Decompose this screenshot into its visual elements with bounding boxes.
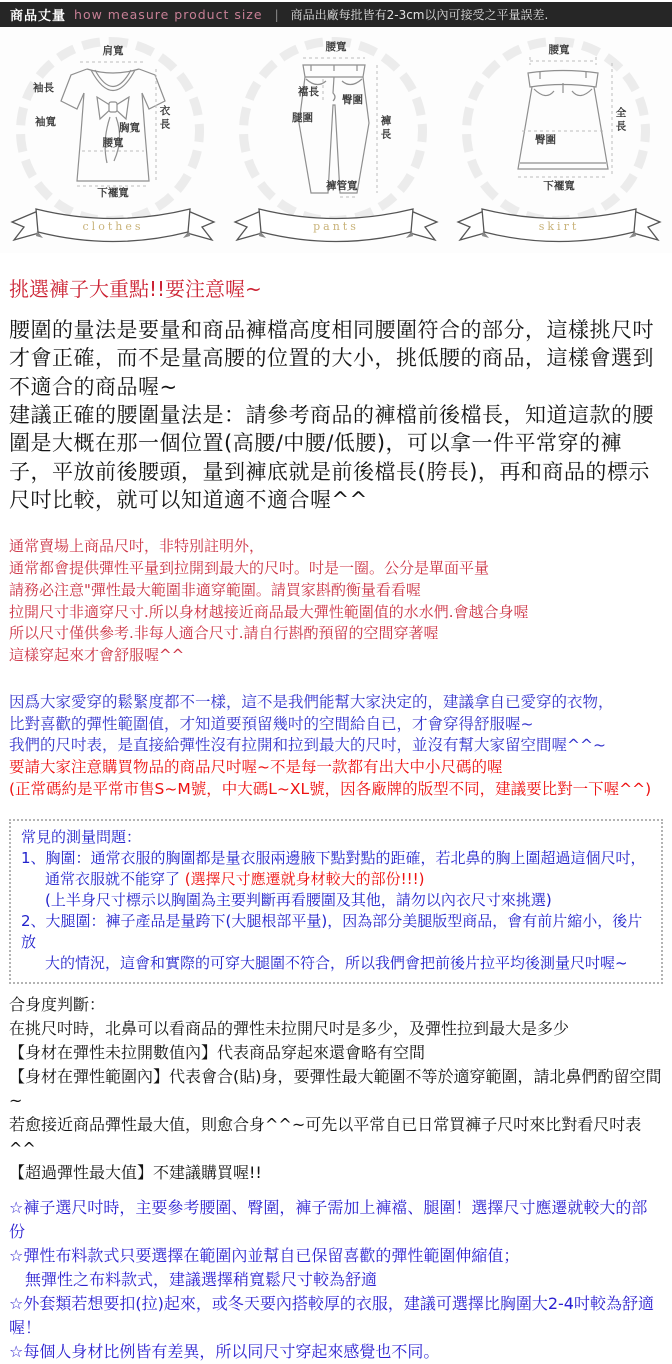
pants-tips-paragraph-1: 腰圍的量法是要量和商品褲檔高度相同腰圍符合的部分，這樣挑尺吋才會正確，而不是量高腰的位置的大小，挑低腰的商品，這樣會選到不適合的商品喔~ bbox=[9, 318, 654, 399]
size-range-warning-line: 要請大家注意購買物品的商品尺吋喔~不是每一款都有出大中小尺碼的喔 bbox=[9, 757, 503, 776]
faq-line: 1、胸圍：通常衣服的胸圍都是量衣服兩邊腋下點對點的距確，若北鼻的胸上圍超過這個尺吋， bbox=[21, 849, 646, 868]
pants-waist-width-label: 腰寬 bbox=[325, 41, 347, 53]
diagram-clothes bbox=[3, 35, 223, 253]
star-tip-line: ☆每個人身材比例皆有差異，所以同尺寸穿起來感覺也不同。 bbox=[9, 1342, 440, 1362]
clothes-sleeve-width-label: 袖寬 bbox=[35, 116, 56, 128]
pants-leg-opening-label: 褲管寬 bbox=[326, 180, 358, 192]
skirt-waist-width-label: 腰寬 bbox=[548, 44, 570, 56]
pants-hip-label: 臀圍 bbox=[342, 94, 363, 106]
header-divider: | bbox=[274, 7, 279, 22]
pants-banner bbox=[229, 201, 443, 251]
star-tips-section bbox=[9, 1196, 663, 1364]
clothes-shoulder-width-label: 肩寬 bbox=[102, 45, 124, 57]
header-title: 商品丈量 bbox=[10, 9, 67, 24]
faq-line: (上半身尺寸標示以胸圍為主要判斷再看腰圍及其他，請勿以內衣尺寸來挑選) bbox=[45, 891, 552, 910]
skirt-banner bbox=[452, 201, 666, 251]
fit-judgement-line: 在挑尺吋時，北鼻可以看商品的彈性未拉開尺吋是多少，及彈性拉到最大是多少 bbox=[9, 1019, 570, 1039]
elastic-note-line: 拉開尺寸非適穿尺寸.所以身材越接近商品最大彈性範圍值的水水們.會越合身喔 bbox=[9, 602, 529, 621]
clothes-sleeve-length-label: 袖長 bbox=[33, 82, 54, 94]
star-tip-line: ☆外套類若想要扣(拉)起來，或冬天要內搭較厚的衣服，建議可選擇比胸圍大2-4吋較為舒適喔！ bbox=[9, 1294, 654, 1338]
elastic-notes-section bbox=[9, 536, 663, 667]
fit-judgement-line: 若愈接近商品彈性最大值，則愈合身^^~可先以平常自已日常買褲子尺吋來比對看尺吋表^^ bbox=[9, 1115, 642, 1159]
elastic-note-line: 這樣穿起來才會舒服喔^^ bbox=[9, 646, 185, 665]
fit-judgement-title: 合身度判斷： bbox=[9, 995, 106, 1015]
size-range-warning-line: (正常碼約是平常市售S~M號，中大碼L~XL號，因各廠牌的版型不同，建議要比對一下喔^^) bbox=[9, 779, 652, 798]
space-note-line: 我們的尺吋表，是直接給彈性沒有拉開和拉到最大的尺吋，並沒有幫大家留空間喔^^~ bbox=[9, 736, 606, 755]
elastic-note-line: 通常賣場上商品尺吋，非特別註明外， bbox=[9, 537, 265, 556]
space-notes-section bbox=[9, 692, 663, 800]
diagram-pants bbox=[226, 35, 446, 253]
diagram-skirt bbox=[449, 35, 669, 253]
clothes-banner-text: clothes bbox=[82, 220, 144, 233]
faq-title: 常見的測量問題： bbox=[21, 828, 142, 847]
pants-tips-heading: 挑選褲子大重點!!要注意喔~ bbox=[9, 277, 262, 301]
clothes-banner bbox=[6, 201, 220, 251]
elastic-note-line: 請務必注意"彈性最大範圍非適穿範圍。請買家斟酌衡量看看喔 bbox=[9, 580, 421, 599]
star-tip-line: ☆褲子選尺吋時，主要參考腰圍、臀圍，褲子需加上褲襠、腿圍！選擇尺寸應遷就較大的部份 bbox=[9, 1198, 648, 1242]
elastic-note-line: 通常都會提供彈性平量到拉開到最大的尺吋。吋是一圈。公分是單面平量 bbox=[9, 559, 490, 578]
guide-content bbox=[0, 273, 672, 1364]
pants-crotch-length-label: 襠長 bbox=[298, 86, 319, 98]
header-subtitle: how measure product size bbox=[74, 7, 263, 22]
clothes-chest-width-label: 胸寬 bbox=[119, 122, 140, 134]
space-note-line: 比對喜歡的彈性範圍值，才知道要預留幾吋的空間給自已，才會穿得舒服喔~ bbox=[9, 714, 534, 733]
star-tip-line: 無彈性之布料款式，建議選擇稍寬鬆尺寸較為舒適 bbox=[9, 1270, 378, 1290]
faq-line: 通常衣服就不能穿了 (選擇尺寸應遷就身材較大的部份!!!) bbox=[45, 870, 425, 889]
pants-thigh-label: 腿圍 bbox=[292, 112, 313, 124]
star-tip-line: ☆彈性布料款式只要選擇在範圍內並幫自已保留喜歡的彈性範圍伸縮值； bbox=[9, 1246, 520, 1266]
clothes-waist-width-label: 腰寬 bbox=[102, 137, 124, 149]
faq-line: 大的情況，這會和實際的可穿大腿圍不符合，所以我們會把前後片拉平均後測量尺吋喔~ bbox=[45, 954, 628, 973]
pants-banner-text: pants bbox=[313, 220, 359, 233]
fit-judgement-section bbox=[9, 993, 663, 1185]
pants-line-art-icon bbox=[229, 35, 443, 199]
pants-length-label: 褲長 bbox=[379, 115, 392, 142]
skirt-line-art-icon bbox=[452, 35, 666, 199]
fit-judgement-line: 【身材在彈性未拉開數值內】代表商品穿起來還會略有空間 bbox=[9, 1043, 426, 1063]
skirt-banner-text: skirt bbox=[538, 220, 580, 233]
measure-diagrams bbox=[0, 27, 672, 253]
space-note-line: 因爲大家愛穿的鬆緊度都不一樣，這不是我們能幫大家決定的，建議拿自已愛穿的衣物， bbox=[9, 692, 614, 711]
skirt-hem-width-label: 下襬寬 bbox=[543, 180, 575, 192]
header-bar bbox=[0, 2, 672, 27]
header-tolerance-note: 商品出廠每批皆有2-3cm以內可接受之平量誤差. bbox=[290, 8, 549, 22]
size-guide-page bbox=[0, 2, 672, 1364]
clothes-hem-width-label: 下襬寬 bbox=[97, 187, 129, 199]
fit-judgement-line: 【身材在彈性範圍內】代表會合(貼)身，要彈性最大範圍不等於適穿範圍，請北鼻們酌留空間~ bbox=[9, 1067, 662, 1111]
skirt-hip-label: 臀圍 bbox=[535, 134, 556, 146]
clothes-garment-length-label: 衣長 bbox=[158, 105, 171, 132]
skirt-full-length-label: 全長 bbox=[614, 107, 627, 134]
elastic-note-line: 所以尺寸僅供參考.非每人適合尺寸.請自行斟酌預留的空間穿著喔 bbox=[9, 624, 439, 643]
measurement-faq-box bbox=[9, 819, 663, 984]
fit-judgement-line: 【超過彈性最大值】不建議購買喔!! bbox=[9, 1163, 262, 1183]
pants-tips-paragraph-2: 建議正確的腰圍量法是：請參考商品的褲檔前後檔長，知道這款的腰圍是大概在那一個位置(高腰/中腰/低腰)，可以拿一件平常穿的褲子，平放前後腰頭，量到褲底就是前後檔長(胯長)，再和商品的標示尺吋比較，就可以知道適不適合喔^^ bbox=[9, 403, 654, 513]
faq-line: 2、大腿圍：褲子產品是量跨下(大腿根部平量)，因為部分美腿版型商品，會有前片縮小，後片放 bbox=[21, 912, 643, 952]
